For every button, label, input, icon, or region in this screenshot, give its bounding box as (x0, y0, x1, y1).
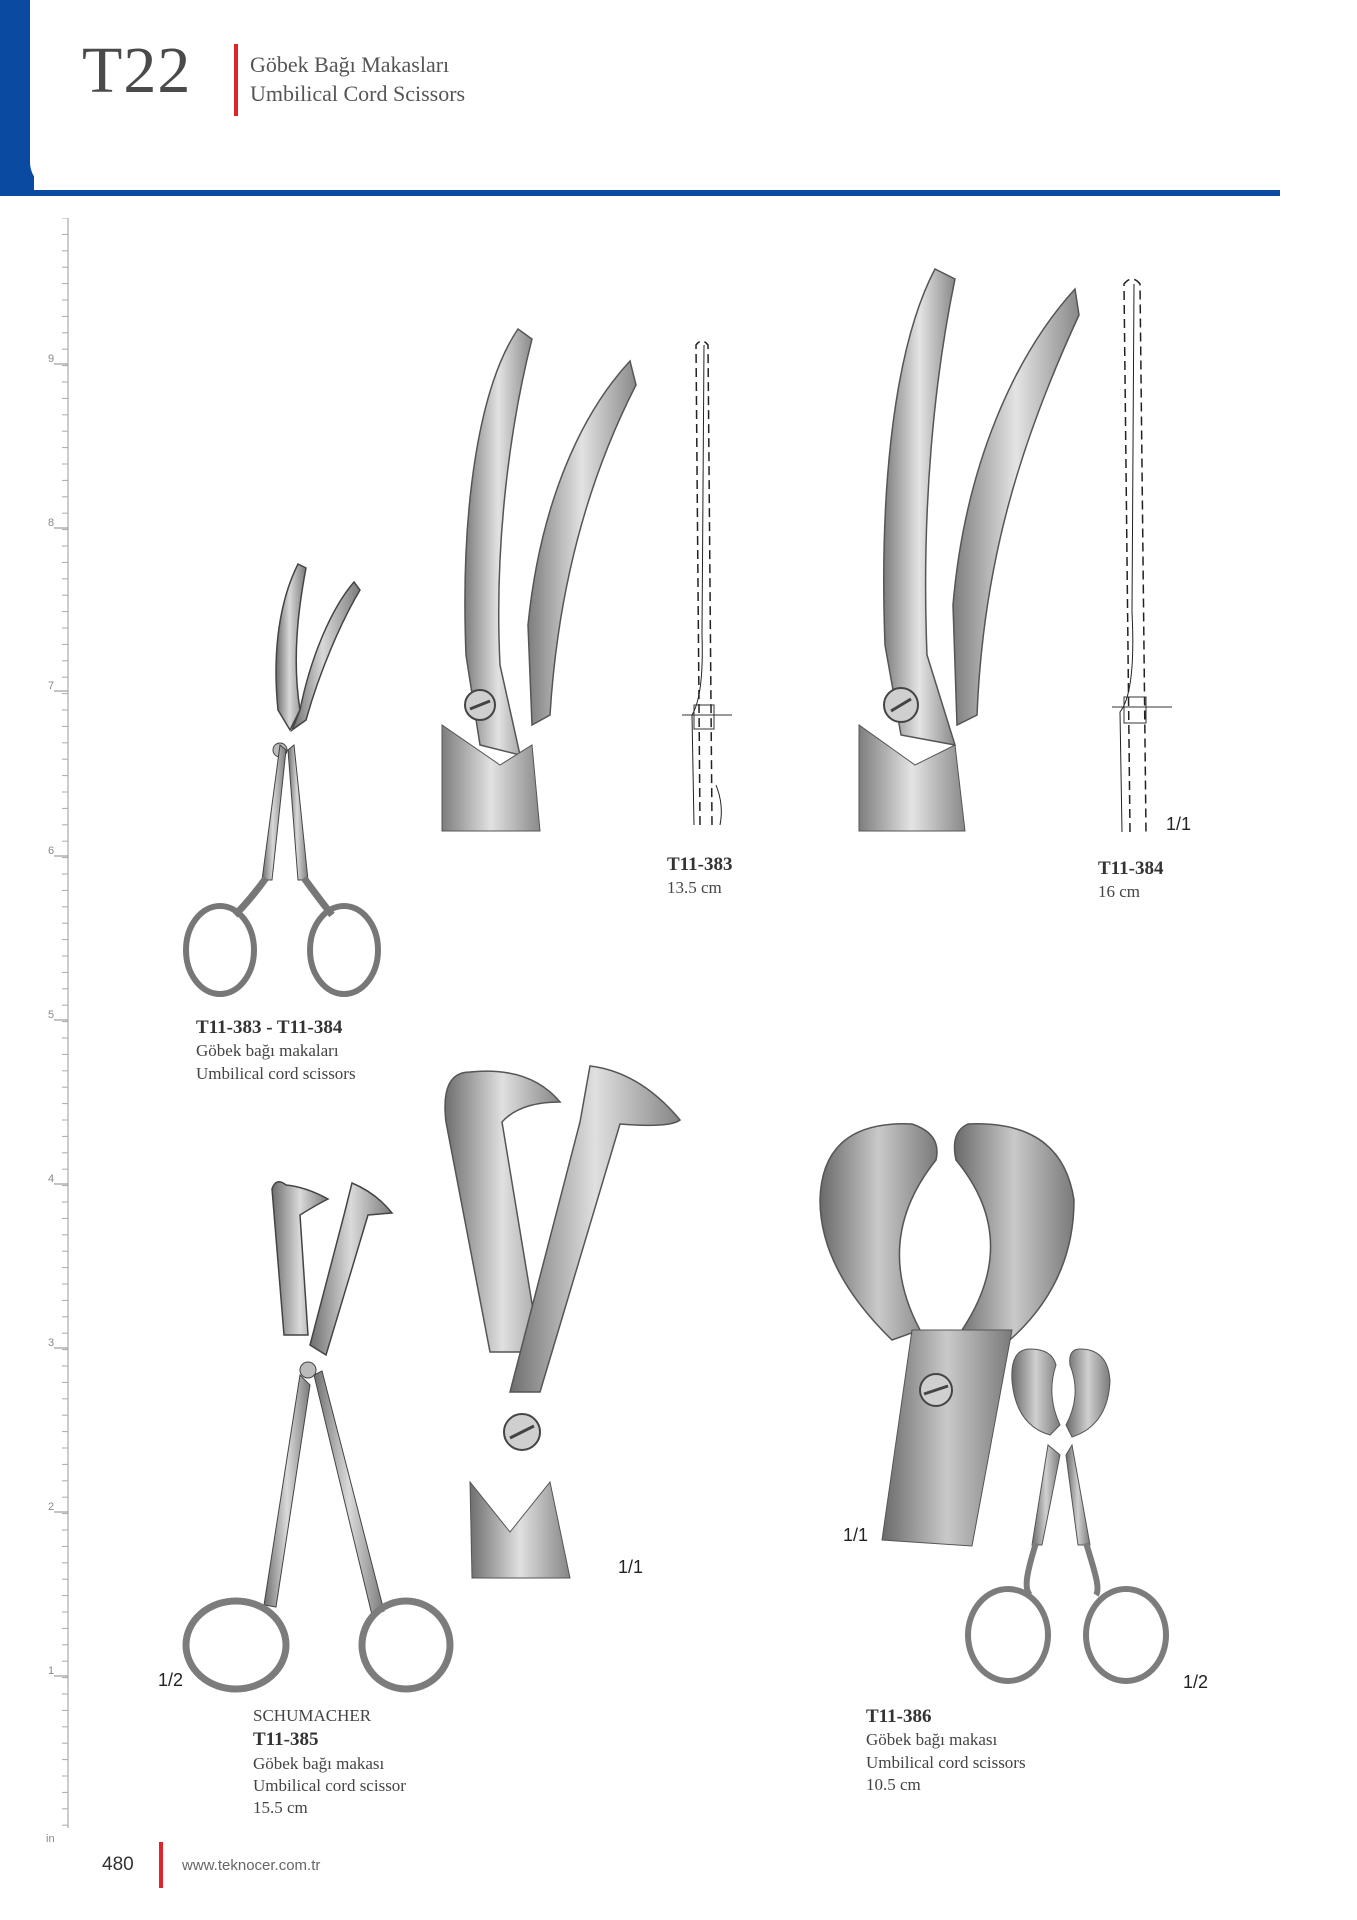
title-english: Umbilical Cord Scissors (250, 81, 466, 106)
footer-red-divider (159, 1842, 163, 1888)
profile-t11-383-illustration (680, 335, 740, 825)
caption-t11-386 (866, 1704, 1026, 1796)
product-name-en: Umbilical cord scissor (253, 1775, 406, 1795)
product-name-tr: Göbek bağı makası (866, 1730, 998, 1750)
product-size: 15.5 cm (253, 1798, 308, 1818)
caption-t11-385 (253, 1705, 406, 1820)
scissors-t11-386-full-illustration (960, 1345, 1190, 1695)
ruler-label: 4 (48, 1173, 55, 1185)
ruler-label: 7 (48, 680, 55, 692)
profile-t11-384-illustration (1110, 272, 1180, 832)
scale-label: 1/2 (1183, 1672, 1209, 1692)
caption-t11-384 (1098, 856, 1163, 904)
ruler-label: 6 (48, 845, 55, 857)
header-rule (0, 190, 1280, 196)
ruler-label: 5 (48, 1009, 55, 1021)
scissors-full-curved-illustration (180, 560, 390, 1000)
product-code: T11-383 - T11-384 (196, 1017, 343, 1038)
header-panel (30, 0, 1290, 190)
tip-detail-t11-385-illustration (440, 1062, 690, 1582)
ruler-label: 2 (48, 1501, 55, 1513)
scale-label: 1/1 (843, 1525, 869, 1545)
product-code: T11-383 (667, 854, 733, 875)
scale-label: 1/2 (158, 1670, 184, 1690)
product-size: 10.5 cm (866, 1774, 921, 1794)
ruler-label: 3 (48, 1337, 55, 1349)
website-link[interactable]: www.teknocer.com.tr (182, 1857, 321, 1874)
caption-t11-383 (667, 852, 732, 900)
section-code: T22 (82, 34, 192, 107)
product-name-en: Umbilical cord scissors (866, 1752, 1026, 1772)
product-name-tr: Göbek bağı makası (253, 1753, 385, 1773)
header-red-divider (234, 44, 238, 116)
inch-ruler (44, 218, 74, 1843)
product-size: 13.5 cm (667, 878, 722, 898)
ruler-label: 9 (48, 353, 55, 365)
ruler-unit-label: in (46, 1833, 55, 1843)
tip-detail-t11-383-illustration (440, 325, 640, 835)
product-size: 16 cm (1098, 882, 1141, 902)
product-brand: SCHUMACHER (253, 1706, 372, 1725)
header-blue-tab (0, 0, 34, 196)
scissors-schumacher-full-illustration (176, 1175, 456, 1695)
scale-label: 1/1 (618, 1557, 644, 1577)
product-code: T11-386 (866, 1706, 932, 1727)
product-name-tr: Göbek bağı makaları (196, 1041, 339, 1061)
page-number: 480 (102, 1854, 134, 1875)
tip-detail-t11-384-illustration (855, 265, 1085, 835)
title-turkish: Göbek Bağı Makasları (250, 52, 450, 77)
product-name-en: Umbilical cord scissors (196, 1063, 356, 1083)
product-code: T11-385 (253, 1729, 319, 1751)
product-code: T11-384 (1098, 858, 1164, 879)
ruler-label: 8 (48, 517, 55, 529)
ruler-label: 1 (48, 1665, 55, 1677)
caption-t11-383-384 (196, 1015, 356, 1085)
scale-label: 1/1 (1166, 814, 1192, 834)
